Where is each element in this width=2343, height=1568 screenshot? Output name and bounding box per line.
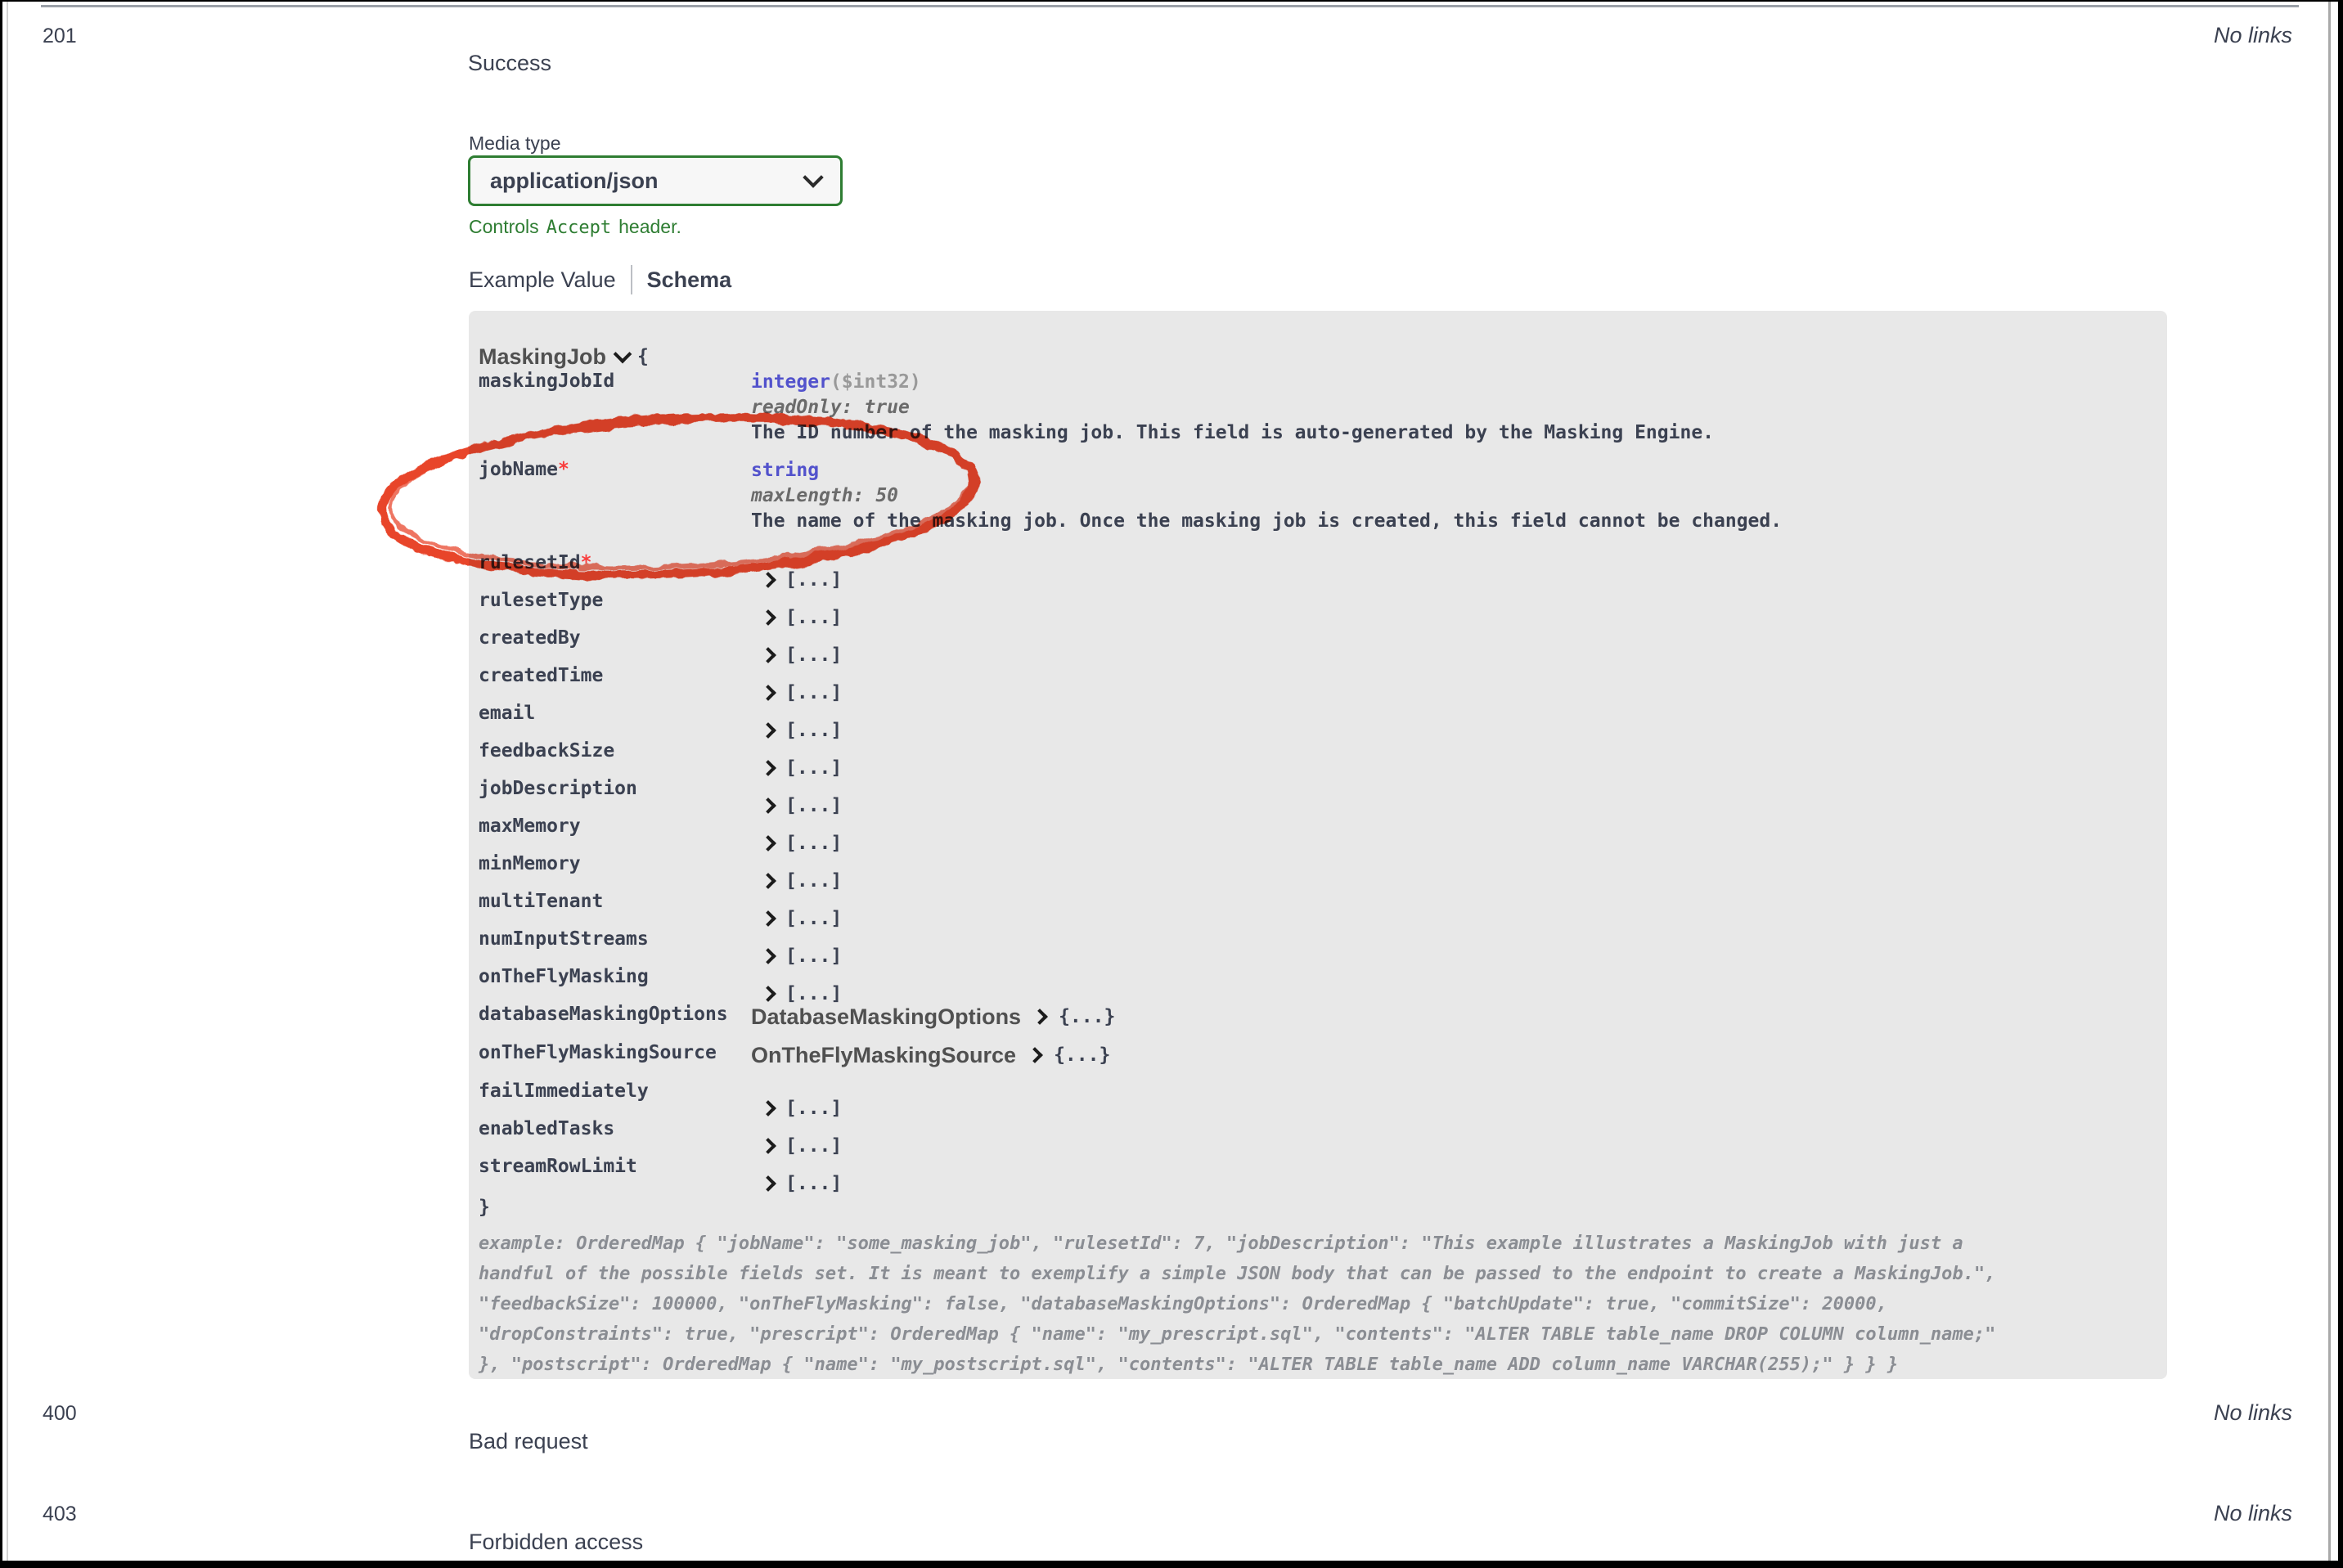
collapsed-value[interactable]: [...] (785, 1173, 843, 1194)
chevron-down-icon (803, 167, 823, 187)
field-row-streamRowLimit (479, 1155, 2157, 1193)
nested-model-title[interactable]: DatabaseMaskingOptions (751, 1004, 1022, 1029)
field-row-rulesetType (479, 589, 2157, 627)
tab-divider (631, 265, 632, 294)
response-201-description: Success (468, 51, 552, 75)
field-row-minMemory (479, 852, 2157, 890)
field-name: rulesetType (479, 590, 604, 611)
collapsed-value[interactable]: [...] (785, 682, 843, 703)
field-description: The ID number of the masking job. This field is auto-generated by the Masking Engine. (751, 422, 1715, 443)
expand-chevron-icon[interactable] (1032, 1009, 1048, 1025)
field-name: maskingJobId (479, 371, 615, 392)
hint-text: Controls (469, 216, 539, 237)
expand-chevron-icon[interactable] (760, 948, 776, 964)
field-name: feedbackSize (479, 740, 615, 762)
collapsed-value[interactable]: [...] (785, 720, 843, 741)
field-row-databaseMaskingOptions (479, 1003, 2157, 1041)
accept-header-hint (469, 216, 689, 238)
response-403-description: Forbidden access (469, 1530, 644, 1554)
no-links-label-400: No links (2213, 1400, 2292, 1425)
hint-code-text: Accept (546, 218, 612, 238)
collapsed-value[interactable]: [...] (785, 569, 843, 591)
required-asterisk: * (557, 459, 569, 480)
expand-chevron-icon[interactable] (760, 722, 776, 739)
collapsed-value[interactable]: [...] (785, 795, 843, 816)
response-code-403: 403 (43, 1503, 77, 1525)
field-row-maskingJobId (479, 370, 2157, 446)
collapsed-value[interactable]: [...] (785, 757, 843, 779)
schema-model-box (469, 311, 2167, 1379)
field-name: onTheFlyMasking (479, 966, 649, 987)
no-links-label-403: No links (2213, 1501, 2292, 1525)
field-name: multiTenant (479, 891, 604, 912)
field-name: createdTime (479, 665, 604, 686)
model-tabs (469, 265, 731, 294)
field-row-email (479, 702, 2157, 739)
field-type: string (751, 460, 820, 481)
tab-schema[interactable]: Schema (646, 267, 732, 292)
response-code-201: 201 (43, 25, 77, 47)
expand-chevron-icon[interactable] (760, 910, 776, 927)
expand-chevron-icon[interactable] (760, 1175, 776, 1192)
field-row-jobName (479, 458, 2157, 534)
field-row-failImmediately (479, 1080, 2157, 1117)
tab-example-value[interactable]: Example Value (469, 267, 616, 292)
expand-chevron-icon[interactable] (760, 685, 776, 701)
field-format: ($int32) (830, 371, 921, 393)
model-title[interactable]: MaskingJob (479, 344, 607, 369)
field-row-onTheFlyMaskingSource (479, 1041, 2157, 1080)
field-row-multiTenant (479, 890, 2157, 928)
field-row-createdTime (479, 664, 2157, 702)
field-attribute: maxLength: 50 (751, 485, 899, 506)
field-row-createdBy (479, 627, 2157, 664)
field-name: jobName (479, 459, 558, 480)
field-name: maxMemory (479, 815, 581, 837)
expand-chevron-icon[interactable] (760, 986, 776, 1002)
field-row-jobDescription (479, 777, 2157, 815)
expand-chevron-icon[interactable] (760, 609, 776, 626)
collapse-chevron-icon[interactable] (614, 345, 632, 364)
field-name: databaseMaskingOptions (479, 1004, 728, 1025)
collapsed-value[interactable]: {...} (1054, 1045, 1111, 1066)
collapsed-value[interactable]: [...] (785, 983, 843, 1004)
expand-chevron-icon[interactable] (760, 835, 776, 851)
field-name: numInputStreams (479, 928, 649, 950)
required-asterisk: * (580, 552, 592, 573)
nested-model-title[interactable]: OnTheFlyMaskingSource (751, 1043, 1017, 1067)
collapsed-value[interactable]: [...] (785, 1098, 843, 1119)
collapsed-value[interactable]: [...] (785, 870, 843, 892)
media-type-select[interactable] (468, 155, 843, 206)
expand-chevron-icon[interactable] (760, 647, 776, 663)
expand-chevron-icon[interactable] (760, 1100, 776, 1116)
field-row-enabledTasks (479, 1117, 2157, 1155)
field-attribute: readOnly: true (751, 397, 910, 418)
field-name: jobDescription (479, 778, 637, 799)
field-name: failImmediately (479, 1081, 649, 1102)
field-row-maxMemory (479, 815, 2157, 852)
model-example-text: example: OrderedMap { "jobName": "some_masking_job", "rulesetId": 7, "jobDescription": "This example illustrates a MaskingJob with just a handful of the possible fields set. It is meant to exemplify a simple JSON body that can be passed to the endpoint to create a MaskingJob.", "feedbackSize": 100000, "onTheFlyMasking": false, "databaseMaskingOptions": OrderedMap { "batchUpdate": true, "commitSize": 20000, "dropConstraints": true, "prescript": OrderedMap { "name": "my_prescript.sql", "contents": "ALTER TABLE table_name DROP COLUMN column_name;" }, "postscript": OrderedMap { "name": "my_postscript.sql", "contents": "ALTER TABLE table_name ADD column_name VARCHAR(255);" } } } (479, 1233, 1996, 1375)
field-name: createdBy (479, 627, 581, 649)
expand-chevron-icon[interactable] (760, 572, 776, 588)
field-name: streamRowLimit (479, 1156, 637, 1177)
field-description: The name of the masking job. Once the masking job is created, this field cannot be changed. (751, 510, 1783, 532)
field-row-onTheFlyMasking (479, 965, 2157, 1003)
collapsed-value[interactable]: [...] (785, 946, 843, 967)
collapsed-value[interactable]: [...] (785, 645, 843, 666)
field-name: minMemory (479, 853, 581, 874)
no-links-label-201: No links (2213, 23, 2292, 47)
response-code-400: 400 (43, 1402, 77, 1425)
expand-chevron-icon[interactable] (760, 1138, 776, 1154)
field-row-feedbackSize (479, 739, 2157, 777)
field-name: rulesetId (479, 552, 581, 573)
field-name: enabledTasks (479, 1118, 615, 1139)
open-brace: { (637, 346, 649, 367)
media-type-label: Media type (469, 133, 561, 154)
left-hairline (7, 2, 8, 1561)
expand-chevron-icon[interactable] (760, 873, 776, 889)
field-row-numInputStreams (479, 928, 2157, 965)
collapsed-value[interactable]: [...] (785, 833, 843, 854)
right-hairline (2328, 2, 2331, 1561)
response-400-description: Bad request (469, 1429, 588, 1453)
response-row-divider (41, 5, 2299, 7)
expand-chevron-icon[interactable] (760, 797, 776, 814)
expand-chevron-icon[interactable] (760, 760, 776, 776)
hint-text-suffix: header. (618, 216, 681, 237)
close-brace: } (479, 1197, 490, 1218)
field-name: onTheFlyMaskingSource (479, 1042, 717, 1063)
collapsed-value[interactable]: [...] (785, 1135, 843, 1157)
media-type-selected-value: application/json (490, 168, 659, 193)
collapsed-value[interactable]: [...] (785, 908, 843, 929)
model-title-row (479, 344, 2157, 370)
field-row-rulesetId (479, 551, 2157, 589)
collapsed-value[interactable]: [...] (785, 607, 843, 628)
field-type: integer (751, 371, 830, 393)
expand-chevron-icon[interactable] (1027, 1047, 1043, 1063)
collapsed-value[interactable]: {...} (1059, 1006, 1116, 1027)
field-name: email (479, 703, 536, 724)
